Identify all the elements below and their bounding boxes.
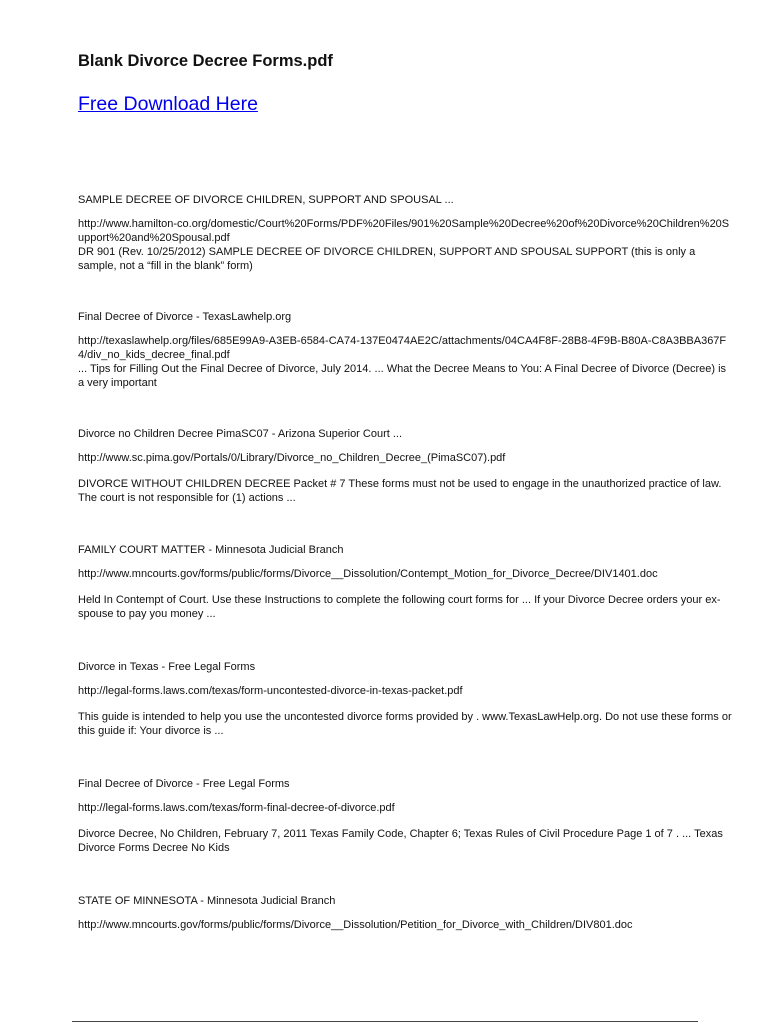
footer-divider (72, 1021, 698, 1022)
result-url[interactable]: http://www.hamilton-co.org/domestic/Court%20Forms/PDF%20Files/901%20Sample%20Decree%20of%20Divorce%20Children%20Support%20and%20Spousal.pdf (78, 218, 730, 244)
result-snippet: ... Tips for Filling Out the Final Decree of Divorce, July 2014. ... What the Decree Means to You: A Final Decree of Divorce (Decree) is a very important (78, 363, 727, 389)
result-entry (78, 660, 733, 738)
result-entry (78, 193, 733, 273)
result-heading: FAMILY COURT MATTER - Minnesota Judicial Branch (78, 544, 344, 556)
result-heading: SAMPLE DECREE OF DIVORCE CHILDREN, SUPPORT AND SPOUSAL ... (78, 194, 454, 206)
result-url[interactable]: http://legal-forms.laws.com/texas/form-final-decree-of-divorce.pdf (78, 802, 395, 814)
result-snippet: This guide is intended to help you use the uncontested divorce forms provided by . www.TexasLawHelp.org. Do not use these forms or this guide if: Your divorce is ... (78, 711, 732, 737)
result-snippet: DR 901 (Rev. 10/25/2012) SAMPLE DECREE OF DIVORCE CHILDREN, SUPPORT AND SPOUSAL SUPPORT (this is only a sample, not a “fill in the blank” form) (78, 246, 696, 272)
result-snippet: Held In Contempt of Court. Use these Instructions to complete the following court forms for ... If your Divorce Decree orders your ex-spouse to pay you money ... (78, 594, 721, 620)
result-url[interactable]: http://legal-forms.laws.com/texas/form-uncontested-divorce-in-texas-packet.pdf (78, 685, 463, 697)
result-url[interactable]: http://texaslawhelp.org/files/685E99A9-A3EB-6584-CA74-137E0474AE2C/attachments/04CA4F8F-28B8-4F9B-B80A-C8A3BBA367F4/div_no_kids_decree_final.pdf (78, 335, 727, 361)
result-url[interactable]: http://www.mncourts.gov/forms/public/forms/Divorce__Dissolution/Petition_for_Divorce_with_Children/DIV801.doc (78, 919, 633, 931)
result-entry (78, 777, 733, 855)
result-url[interactable]: http://www.sc.pima.gov/Portals/0/Library/Divorce_no_Children_Decree_(PimaSC07).pdf (78, 452, 506, 464)
result-heading: Final Decree of Divorce - Free Legal Forms (78, 778, 290, 790)
result-heading: Divorce no Children Decree PimaSC07 - Arizona Superior Court ... (78, 428, 403, 440)
document-title: Blank Divorce Decree Forms.pdf (78, 52, 333, 70)
result-entry (78, 543, 733, 621)
result-url[interactable]: http://www.mncourts.gov/forms/public/forms/Divorce__Dissolution/Contempt_Motion_for_Divorce_Decree/DIV1401.doc (78, 568, 658, 580)
result-heading: Final Decree of Divorce - TexasLawhelp.org (78, 311, 292, 323)
result-heading: Divorce in Texas - Free Legal Forms (78, 661, 256, 673)
result-snippet: DIVORCE WITHOUT CHILDREN DECREE Packet # 7 These forms must not be used to engage in the unauthorized practice of law. The court is not responsible for (1) actions ... (78, 478, 722, 504)
result-entry (78, 894, 733, 932)
free-download-link[interactable]: Free Download Here (78, 93, 258, 115)
result-entry (78, 310, 733, 390)
result-heading: STATE OF MINNESOTA - Minnesota Judicial Branch (78, 895, 336, 907)
result-entry (78, 427, 733, 505)
result-snippet: Divorce Decree, No Children, February 7, 2011 Texas Family Code, Chapter 6; Texas Rules of Civil Procedure Page 1 of 7 . ... Texas Divorce Forms Decree No Kids (78, 828, 723, 854)
